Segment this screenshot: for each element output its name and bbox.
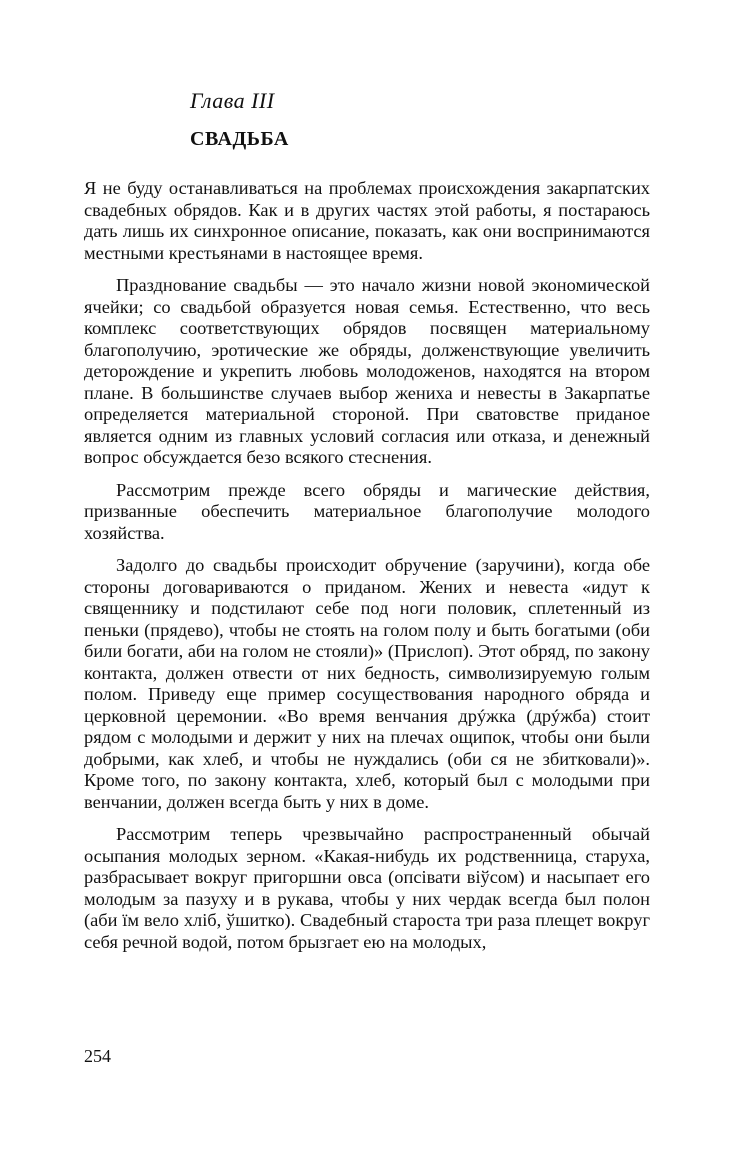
chapter-title: СВАДЬБА (190, 128, 289, 150)
paragraph-5: Рассмотрим теперь чрезвычайно распространенный обычай осыпания молодых зерном. «Какая-нибудь их родственница, старуха, разбрасывает вокруг пригоршни овса (опсiвати вiўсом) и насыпает его молодым за пазуху и в рукава, чтобы у них чердак всегда был полон (аби їм вело хлiб, ўшитко). Свадебный староста три раза плещет вокруг себя речной водой, потом брызгает ею на молодых, (84, 824, 650, 952)
paragraph-1: Я не буду останавливаться на проблемах происхождения закарпатских свадебных обрядов. Как и в других частях этой работы, я постараюсь дать лишь их синхронное описание, показать, как они воспринимаются местными крестьянами в настоящее время. (84, 178, 650, 263)
paragraph-4: Задолго до свадьбы происходит обручение (заручини), когда обе стороны договариваются о приданом. Жених и невеста «идут к священнику и подстилают себе под ноги половик, сплетенный из пеньки (прядево), чтобы не стоять на голом полу и быть богатыми (оби били богати, аби на голом не стояли)» (Прислоп). Этот обряд, по закону контакта, должен отвести от них бедность, символизируемую голым полом. Приведу еще пример сосуществования народного обряда и церковной церемонии. «Во время венчания дрýжка (дрýжба) стоит рядом с молодыми и держит у них на плечах ощипок, чтобы они были добрыми, как хлеб, и чтобы не нуждались (оби ся не збитковали)». Кроме того, по закону контакта, хлеб, который был с молодыми при венчании, должен всегда быть у них в доме. (84, 555, 650, 812)
body-text (84, 178, 650, 964)
chapter-heading: Глава III (190, 88, 275, 113)
paragraph-2: Празднование свадьбы — это начало жизни новой экономической ячейки; со свадьбой образуется новая семья. Естественно, что весь комплекс соответствующих обрядов посвящен материальному благополучию, эротические же обряды, долженствующие увеличить деторождение и укрепить любовь молодоженов, находятся на втором плане. В большинстве случаев выбор жениха и невесты в Закарпатье определяется материальной стороной. При сватовстве приданое является одним из главных условий согласия или отказа, и денежный вопрос обсуждается безо всякого стеснения. (84, 275, 650, 467)
page-number: 254 (84, 1046, 111, 1066)
paragraph-3: Рассмотрим прежде всего обряды и магические действия, призванные обеспечить материальное благополучие молодого хозяйства. (84, 479, 650, 543)
